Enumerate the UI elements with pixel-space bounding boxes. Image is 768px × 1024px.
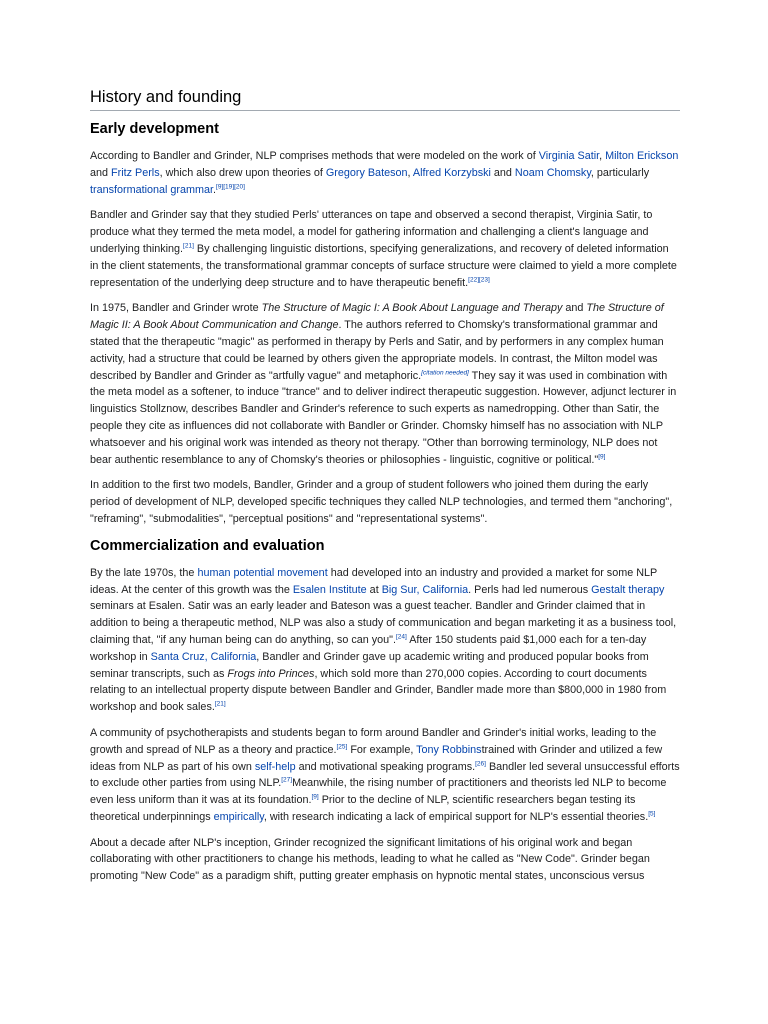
link-transformational-grammar[interactable]: transformational grammar <box>90 183 214 196</box>
link-alfred-korzybski[interactable]: Alfred Korzybski <box>412 166 491 179</box>
subheading-commercialization: Commercialization and evaluation <box>90 537 325 554</box>
link-tony-robbins[interactable]: Tony Robbins <box>416 743 482 756</box>
citation-ref[interactable]: [27] <box>281 776 293 784</box>
subheading-early-development: Early development <box>90 121 219 137</box>
citation-ref[interactable]: [25] <box>336 743 348 751</box>
article-content <box>90 88 680 894</box>
citation-ref[interactable]: [9] <box>311 793 319 801</box>
paragraph-early-4: In addition to the first two models, Bandler, Grinder and a group of student followers who joined them during the early period of development of NLP, developed specific techniques they called NLP technologies, and termed them "anchoring", "reframing", "submodalities", "perceptual positions" and "representational systems". <box>90 479 673 525</box>
citation-ref[interactable]: [9][19][20] <box>216 183 245 190</box>
citation-ref[interactable]: [5] <box>648 810 656 818</box>
paragraph-early-3: In 1975, Bandler and Grinder wrote The Structure of Magic I: A Book About Language and Therapy and The Structure of Magic II: A Book About Communication and Change. The authors referred to Chomsky's transformational grammar and stated that the therapeutic "magic" as performed in therapy by Perls and Satir, and by performers in any complex human activity, had a structure that could be learned by others given the appropriate models. In contrast, the Milton model was described by Bandler and Grinder as "artfully vague" and metaphoric.[citation needed] They say it was used in combination with the meta model as a softener, to induce "trance" and to deliver indirect therapeutic suggestion. However, adjunct lecturer in linguistics Stollznow, describes Bandler and Grinder's reference to such experts as namedropping. Other than Satir, the people they cite as influences did not collaborate with Bandler or Grinder. Chomsky himself has no association with NLP whatsoever and his original work was intended as theory not therapy. "Other than borrowing terminology, NLP does not bear authentic resemblance to any of Chomsky's theories or philosophies - linguistic, cognitive or political."[9] <box>90 302 677 466</box>
link-gestalt-therapy[interactable]: Gestalt therapy <box>591 583 665 596</box>
book-title-frogs: Frogs into Princes <box>227 667 315 680</box>
paragraph-early-2: Bandler and Grinder say that they studied Perls' utterances on tape and observed a second therapist, Virginia Satir, to produce what they termed the meta model, a model for gathering information and challenging a client's language and underlying thinking.[21] By challenging linguistic distortions, specifying generalizations, and recovery of deleted information in the client statements, the transformational grammar concepts of surface structure were claimed to yield a more complete representation of the underlying deep structure and to have therapeutic benefit.[22][23] <box>90 209 677 289</box>
citation-ref[interactable]: [22][23] <box>468 275 490 283</box>
link-human-potential-movement[interactable]: human potential movement <box>197 566 328 579</box>
link-empirically[interactable]: empirically <box>213 810 264 823</box>
citation-ref[interactable]: [21] <box>183 242 194 250</box>
citation-ref[interactable]: [9] <box>598 452 606 460</box>
link-fritz-perls[interactable]: Fritz Perls <box>111 166 160 179</box>
book-title-magic-2: The Structure of Magic II: A Book About Communication and Change <box>90 302 664 332</box>
paragraph-commercial-2: A community of psychotherapists and students began to form around Bandler and Grinder's initial works, leading to the growth and spread of NLP as a theory and practice.[25] For example, Tony Robbinstrained with Grinder and utilized a few ideas from NLP as part of his own self-help and motivational speaking programs.[26] Bandler led several unsuccessful efforts to exclude other parties from using NLP.[27]Meanwhile, the rising number of practitioners and theorists led NLP to become even less uniform than it was at its foundation.[9] Prior to the decline of NLP, scientific researchers began testing its theoretical underpinnings empirically, with research indicating a lack of empirical support for NLP's essential theories.[5] <box>90 726 680 823</box>
link-milton-erickson[interactable]: Milton Erickson <box>605 150 679 162</box>
citation-ref[interactable]: [26] <box>475 759 486 767</box>
link-big-sur[interactable]: Big Sur, California <box>381 583 469 596</box>
paragraph-commercial-3: About a decade after NLP's inception, Grinder recognized the significant limitations of his original work and began collaborating with other practitioners to change his methods, leading to what he called as "New Code". Grinder began promoting "New Code" as a paradigm shift, putting greater emphasis on hypnotic mental states, unconscious versus <box>90 836 650 883</box>
citation-ref[interactable]: [21] <box>214 700 226 708</box>
paragraph-commercial-1: By the late 1970s, the human potential movement had developed into an industry and provided a market for some NLP ideas. At the center of this growth was the Esalen Institute at Big Sur, California. Perls had led numerous Gestalt therapy seminars at Esalen. Satir was an early leader and Bateson was a guest teacher. Bandler and Grinder claimed that in addition to being a therapeutic method, NLP was also a study of communication and began marketing it as a business tool, claiming that, "if any human being can do anything, so can you".[24] After 150 students paid $1,000 each for a ten-day workshop in Santa Cruz, California, Bandler and Grinder gave up academic writing and produced popular books from seminar transcripts, such as Frogs into Princes, which sold more than 270,000 copies. According to court documents relating to an intellectual property dispute between Bandler and Grinder, Bandler made more than $800,000 in 1980 from workshop and book sales.[21] <box>90 566 677 714</box>
citation-needed[interactable]: [citation needed] <box>421 368 469 376</box>
link-virginia-satir[interactable]: Virginia Satir <box>538 150 600 162</box>
link-gregory-bateson[interactable]: Gregory Bateson <box>325 166 408 179</box>
link-self-help[interactable]: self-help <box>254 760 296 773</box>
book-title-magic-1: The Structure of Magic I: A Book About Language and Therapy <box>261 302 563 315</box>
link-santa-cruz[interactable]: Santa Cruz, California <box>150 650 257 663</box>
paragraph-early-1: According to Bandler and Grinder, NLP comprises methods that were modeled on the work of Virginia Satir, Milton Erickson and Fritz Perls, which also drew upon theories of Gregory Bateson, Alfred Korzybski and Noam Chomsky, particularly transformational grammar.[9][19][20] <box>90 150 679 196</box>
section-heading-history: History and founding <box>90 88 680 111</box>
citation-ref[interactable]: [24] <box>395 633 407 641</box>
link-esalen-institute[interactable]: Esalen Institute <box>292 583 367 596</box>
link-noam-chomsky[interactable]: Noam Chomsky <box>514 166 591 179</box>
